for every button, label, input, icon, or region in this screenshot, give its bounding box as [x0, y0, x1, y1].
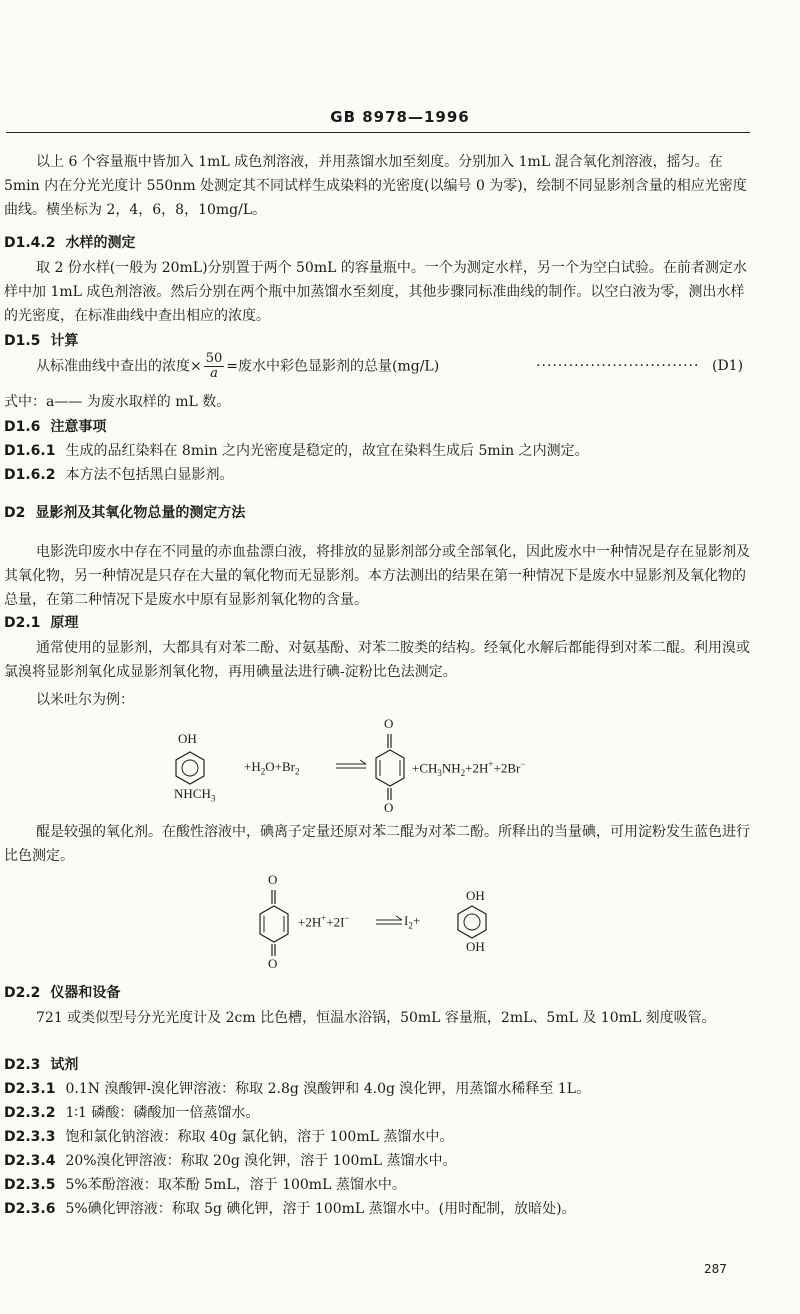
- reagent-text: 0.1N 溴酸钾-溴化钾溶液：称取 2.8g 溴酸钾和 4.0g 溴化钾，用蒸馏水稀释至 1L。: [65, 1081, 591, 1097]
- section-number: D1.5: [4, 333, 41, 349]
- item-text: 生成的品红染料在 8min 之内光密度是稳定的，故宜在染料生成后 5min 之内测定。: [65, 443, 589, 459]
- section-title: 水样的测定: [65, 235, 136, 251]
- section-number: D2: [4, 505, 26, 521]
- reagent-text: 1∶1 磷酸：磷酸加一倍蒸馏水。: [65, 1105, 260, 1121]
- reagent-text: 5%苯酚溶液：取苯酚 5mL，溶于 100mL 蒸馏水中。: [65, 1177, 406, 1193]
- reaction-2-iodide: +2H++2I−: [298, 913, 350, 930]
- section-number: D2.1: [4, 615, 41, 631]
- section-heading-d23: [4, 1054, 78, 1076]
- reagent-number: D2.3.6: [4, 1201, 56, 1217]
- reagent-text: 20%溴化钾溶液：称取 20g 溴化钾，溶于 100mL 蒸馏水中。: [65, 1153, 457, 1169]
- reactants-h2o-br2: $+H_2O+Br_2$: [244, 759, 300, 777]
- section-heading-d22: [4, 982, 120, 1004]
- paragraph-sample-measure: 取 2 份水样(一般为 20mL)分别置于两个 50mL 的容量瓶中。一个为测定水样，另一个为空白试验。在前者测定水样中加 1mL 成色剂溶液。然后分别在两个瓶中加蒸馏水至刻度，其他步骤同标准曲线的制作。以空白液为零，测出水样的光密度，在标准曲线中查出相应的浓度。: [4, 260, 747, 324]
- fraction-denominator: a: [210, 366, 218, 381]
- reagent-item: [4, 1174, 406, 1196]
- reagent-number: D2.3.1: [4, 1081, 56, 1097]
- section-title: 原理: [50, 615, 79, 631]
- section-number: D2.2: [4, 985, 41, 1001]
- reagent-number: D2.3.4: [4, 1153, 56, 1169]
- formula-prefix: 从标准曲线中查出的浓度×: [36, 358, 202, 375]
- reagent-number: D2.3.5: [4, 1177, 56, 1193]
- reagent-number: D2.3.2: [4, 1105, 56, 1121]
- item-number: D1.6.1: [4, 443, 56, 459]
- page-header: GB 8978—1996: [330, 108, 470, 126]
- equation-leader-dots: ······························: [536, 358, 700, 374]
- section-title: 显影剂及其氧化物总量的测定方法: [35, 505, 246, 521]
- reagent-item: [4, 1198, 576, 1220]
- section-title: 计算: [50, 333, 79, 349]
- reagent-item: [4, 1150, 456, 1172]
- paragraph-example: 以米吐尔为例：: [36, 692, 134, 708]
- paragraph-equipment: 721 或类似型号分光光度计及 2cm 比色槽，恒温水浴锅，50mL 容量瓶，2mL、5mL 及 10mL 刻度吸管。: [36, 1010, 716, 1026]
- quinone-2-o-top: O: [268, 872, 278, 887]
- reaction-2-iodine: $I_2+$: [404, 913, 421, 931]
- formula-where: 式中：a—— 为废水取样的 mL 数。: [4, 394, 231, 410]
- reagent-text: 5%碘化钾溶液：称取 5g 碘化钾，溶于 100mL 蒸馏水中。(用时配制，放暗处)。: [65, 1201, 576, 1217]
- reagent-item: [4, 1102, 259, 1124]
- item-text: 本方法不包括黑白显影剂。: [65, 467, 234, 483]
- reagent-item: [4, 1126, 453, 1148]
- page-number: 287: [704, 1262, 727, 1276]
- section-number: D1.6: [4, 419, 41, 435]
- item-number: D1.6.2: [4, 467, 56, 483]
- section-title: 试剂: [50, 1057, 79, 1073]
- reagent-text: 饱和氯化钠溶液：称取 40g 氯化钠，溶于 100mL 蒸馏水中。: [65, 1129, 454, 1145]
- formula-suffix: =废水中彩色显影剂的总量(mg/L): [226, 358, 440, 375]
- paragraph-d2-intro: 电影洗印废水中存在不同量的赤血盐漂白液，将排放的显影剂部分或全部氧化，因此废水中一种情况是存在显影剂及其氧化物，另一种情况是只存在大量的氧化物而无显影剂。本方法测出的结果在第一种情况下是废水中显影剂及氧化物的总量，在第二种情况下是废水中原有显影剂氧化物的含量。: [4, 544, 750, 608]
- quinone-o-top: O: [384, 716, 394, 731]
- paragraph-quinone: 醌是较强的氧化剂。在酸性溶液中，碘离子定量还原对苯二醌为对苯二酚。所释出的当量碘，可用淀粉发生蓝色进行比色测定。: [4, 824, 750, 864]
- metol-nhch3: $NHCH_3$: [174, 786, 216, 804]
- section-number: D1.4.2: [4, 235, 56, 251]
- section-title: 注意事项: [50, 419, 107, 435]
- reaction-1-products: $+CH_3NH_2+2H^++2Br^-$: [412, 759, 526, 778]
- equation-label: (D1): [712, 358, 744, 374]
- fraction-numerator: 50: [205, 351, 223, 366]
- paragraph-standard-curve: 以上 6 个容量瓶中皆加入 1mL 成色剂溶液，并用蒸馏水加至刻度。分别加入 1mL 混合氧化剂溶液，摇匀。在 5min 内在分光光度计 550nm 处测定其不同试样生成染料的光密度(以编号 0 为零)，绘制不同显影剂含量的相应光密度曲线。横坐标为 2，4，6，8，10mg/L。: [4, 154, 747, 218]
- quinone-o-bottom: O: [384, 800, 394, 815]
- hydroquinone-oh-top: OH: [466, 888, 485, 903]
- hydroquinone-oh-bottom: OH: [466, 939, 485, 954]
- reagent-number: D2.3.3: [4, 1129, 56, 1145]
- paragraph-principle: 通常使用的显影剂，大都具有对苯二酚、对氨基酚、对苯二胺类的结构。经氧化水解后都能得到对苯二醌。利用溴或氯溴将显影剂氧化成显影剂氧化物，再用碘量法进行碘-淀粉比色法测定。: [4, 640, 750, 680]
- section-number: D2.3: [4, 1057, 41, 1073]
- quinone-2-o-bottom: O: [268, 956, 278, 971]
- reagent-item: [4, 1078, 590, 1100]
- section-title: 仪器和设备: [50, 985, 121, 1001]
- metol-oh: OH: [178, 731, 197, 746]
